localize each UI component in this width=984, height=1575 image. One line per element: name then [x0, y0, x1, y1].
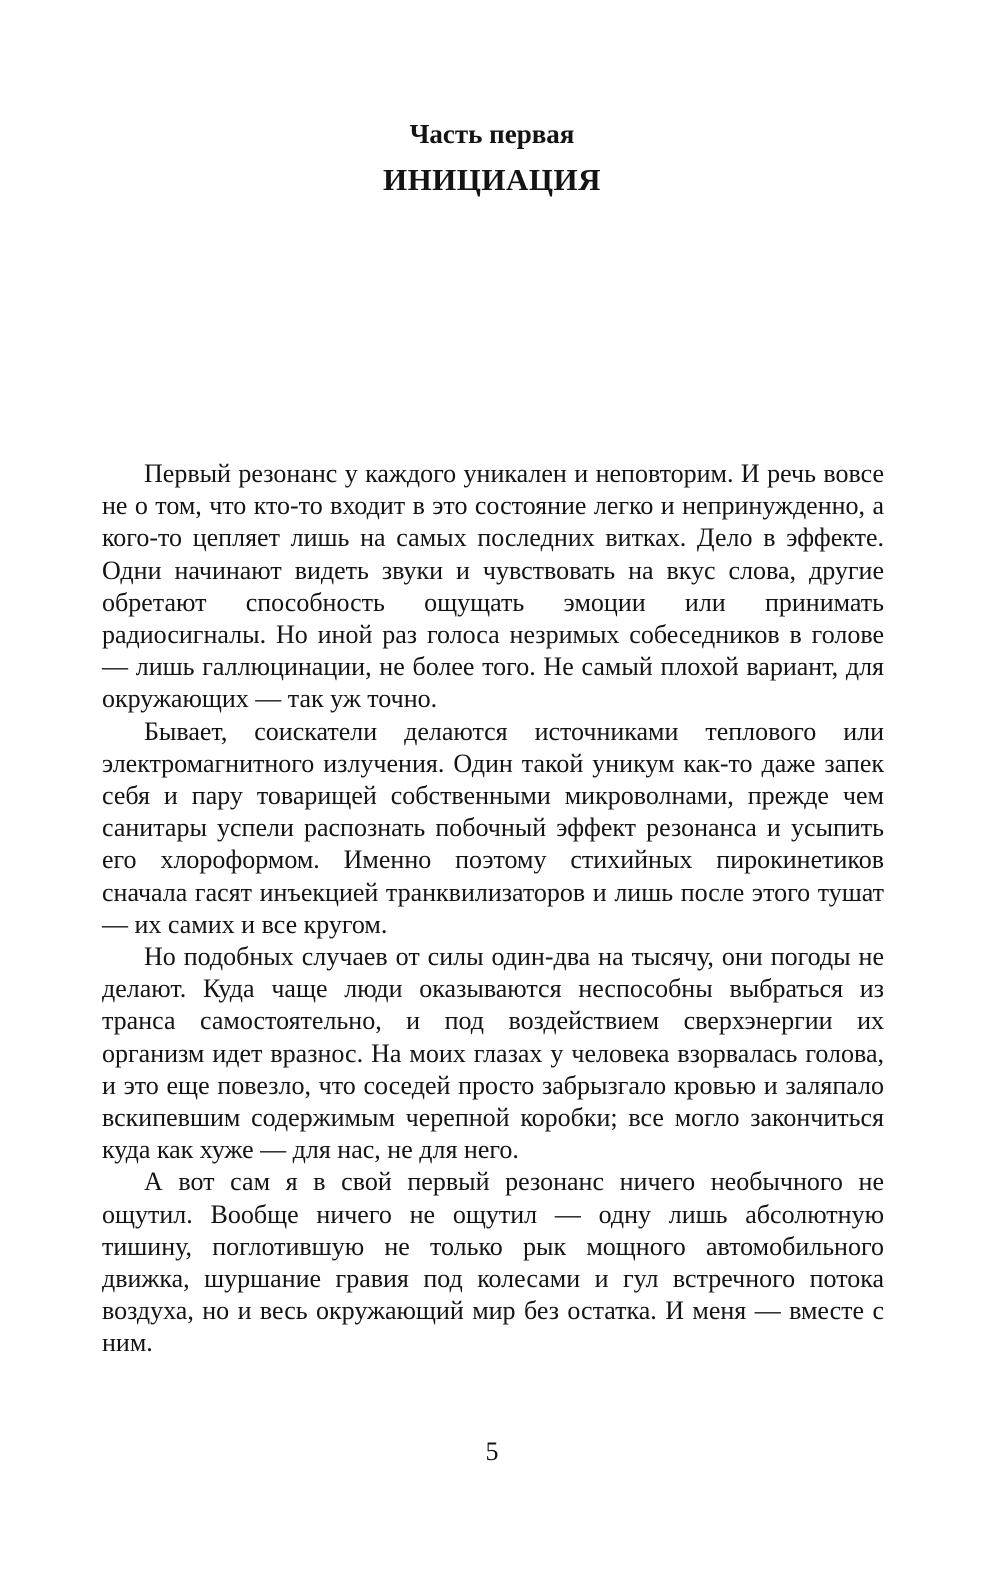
- paragraph: Первый резонанс у каждого уникален и неповторим. И речь вовсе не о том, что кто-то входит в это состояние легко и непринужденно, а кого-то цепляет лишь на самых последних витках. Дело в эффекте. Одни начинают видеть звуки и чувствовать на вкус слова, другие обретают способность ощущать эмоции или принимать радиосигналы. Но иной раз голоса незримых собеседников в голове — лишь галлюцинации, не более того. Не самый плохой вариант, для окружающих — так уж точно.: [102, 459, 884, 714]
- paragraph: Бывает, соискатели делаются источниками теплового или электромагнитного излучения. Один такой уникум как-то даже запек себя и пару товарищей собственными микроволнами, прежде чем санитары успели распознать побочный эффект резонанса и усыпить его хлороформом. Именно поэтому стихийных пирокинетиков сначала гасят инъекцией транквилизаторов и лишь после этого тушат — их самих и все кругом.: [102, 716, 884, 939]
- paragraph: А вот сам я в свой первый резонанс ничего необычного не ощутил. Вообще ничего не ощутил — одну лишь абсолютную тишину, поглотившую не только рык мощного автомобильного движка, шуршание гравия под колесами и гул встречного потока воздуха, но и весь окружающий мир без остатка. И меня — вместе с ним.: [102, 1167, 884, 1358]
- page-number: 5: [485, 1437, 499, 1466]
- part-title: ИНИЦИАЦИЯ: [382, 162, 602, 197]
- part-label: Часть первая: [409, 119, 575, 149]
- body-text: [102, 458, 884, 1360]
- paragraph: Но подобных случаев от силы один-два на тысячу, они погоды не делают. Куда чаще люди оказываются неспособны выбраться из транса самостоятельно, и под воздействием сверхэнергии их организм идет вразнос. На моих глазах у человека взорвалась голова, и это еще повезло, что соседей просто забрызгало кровью и заляпало вскипевшим содержимым черепной коробки; все могло закончиться куда как хуже — для нас, не для него.: [102, 942, 884, 1165]
